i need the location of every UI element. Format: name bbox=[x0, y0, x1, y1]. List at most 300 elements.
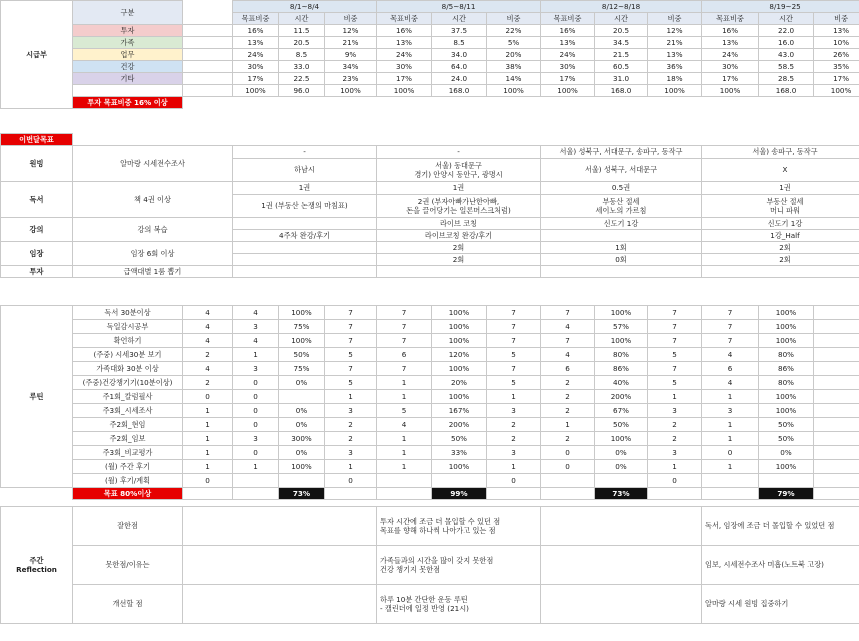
reflection-week2[interactable]: 하루 10분 간단한 운동 루틴 - 캘린더에 일정 반영 (21시) bbox=[377, 585, 541, 624]
routine-value[interactable] bbox=[279, 474, 325, 488]
routine-name[interactable]: 주2회_현임 bbox=[73, 418, 183, 432]
goal-plan-cell[interactable] bbox=[702, 266, 859, 278]
routine-value[interactable]: 0% bbox=[279, 404, 325, 418]
routine-value[interactable]: 0% bbox=[595, 446, 648, 460]
routine-value[interactable]: 7 bbox=[702, 334, 759, 348]
routine-value[interactable]: 3 bbox=[233, 362, 279, 376]
routine-value[interactable]: 57% bbox=[595, 320, 648, 334]
value-cell[interactable]: 21% bbox=[325, 37, 377, 49]
goal-category[interactable]: 독서 bbox=[1, 182, 73, 218]
cell[interactable] bbox=[814, 306, 859, 320]
routine-value[interactable] bbox=[595, 474, 648, 488]
routine-value[interactable]: 0 bbox=[325, 474, 377, 488]
cell[interactable] bbox=[702, 488, 759, 500]
routine-value[interactable]: 1 bbox=[183, 446, 233, 460]
cell[interactable] bbox=[648, 278, 702, 285]
routine-value[interactable]: 33% bbox=[432, 446, 487, 460]
value-cell[interactable]: 8.5 bbox=[279, 49, 325, 61]
cell[interactable] bbox=[432, 109, 487, 121]
routine-value[interactable] bbox=[377, 474, 432, 488]
cell[interactable] bbox=[487, 278, 541, 285]
routine-value[interactable]: 1 bbox=[377, 390, 432, 404]
goal-result-cell[interactable]: 4주차 완강/후기 bbox=[233, 230, 377, 242]
routine-value[interactable]: 6 bbox=[377, 348, 432, 362]
goal-category[interactable]: 투자 bbox=[1, 266, 73, 278]
routine-name[interactable]: 독서 30분이상 bbox=[73, 306, 183, 320]
value-cell[interactable]: 13% bbox=[377, 37, 432, 49]
reflection-week4[interactable]: 알마랑 시세 원빙 집중하기 bbox=[702, 585, 859, 624]
cell[interactable] bbox=[279, 97, 325, 109]
cell[interactable] bbox=[702, 278, 759, 285]
cell[interactable] bbox=[702, 109, 759, 121]
value-cell[interactable]: 37.5 bbox=[432, 25, 487, 37]
value-cell[interactable]: 5% bbox=[487, 37, 541, 49]
value-cell[interactable]: 100% bbox=[541, 85, 595, 97]
routine-value[interactable]: 0 bbox=[233, 418, 279, 432]
value-cell[interactable]: 100% bbox=[702, 85, 759, 97]
routine-value[interactable]: 100% bbox=[595, 334, 648, 348]
routine-value[interactable]: 7 bbox=[487, 362, 541, 376]
cell[interactable] bbox=[814, 488, 859, 500]
cell[interactable] bbox=[325, 278, 377, 285]
routine-value[interactable]: 3 bbox=[325, 446, 377, 460]
routine-value[interactable]: 4 bbox=[702, 376, 759, 390]
cell[interactable] bbox=[595, 109, 648, 121]
routine-value[interactable]: 2 bbox=[487, 418, 541, 432]
routine-value[interactable]: 7 bbox=[541, 306, 595, 320]
routine-value[interactable]: 5 bbox=[325, 348, 377, 362]
routine-value[interactable]: 100% bbox=[759, 320, 814, 334]
goal-plan-cell[interactable] bbox=[233, 218, 377, 230]
routine-value[interactable]: 1 bbox=[233, 348, 279, 362]
routine-name[interactable]: 가족대화 30분 이상 bbox=[73, 362, 183, 376]
cell[interactable] bbox=[73, 109, 183, 121]
goal-plan-cell[interactable]: 서울) 성북구, 서대문구, 송파구, 동작구 bbox=[541, 146, 702, 159]
column-header[interactable]: 목표비중 bbox=[377, 13, 432, 25]
cell[interactable] bbox=[183, 109, 233, 121]
routine-name[interactable]: (주중) 시세30분 보기 bbox=[73, 348, 183, 362]
cell[interactable] bbox=[183, 25, 233, 37]
routine-value[interactable]: 100% bbox=[279, 306, 325, 320]
cell[interactable] bbox=[541, 109, 595, 121]
routine-value[interactable] bbox=[432, 474, 487, 488]
cell[interactable] bbox=[814, 418, 859, 432]
category-name[interactable]: 투자 bbox=[73, 25, 183, 37]
section-label[interactable]: 시급부 bbox=[1, 1, 73, 109]
routine-value[interactable]: 100% bbox=[432, 390, 487, 404]
routine-value[interactable]: 1 bbox=[648, 460, 702, 474]
value-cell[interactable]: 100% bbox=[648, 85, 702, 97]
value-cell[interactable]: 9% bbox=[325, 49, 377, 61]
goal-text[interactable]: 책 4권 이상 bbox=[73, 182, 233, 218]
value-cell[interactable]: 23% bbox=[325, 73, 377, 85]
value-cell[interactable]: 60.5 bbox=[595, 61, 648, 73]
cell[interactable] bbox=[814, 278, 859, 285]
value-cell[interactable]: 17% bbox=[702, 73, 759, 85]
routine-value[interactable]: 0 bbox=[183, 474, 233, 488]
routine-value[interactable]: 100% bbox=[759, 390, 814, 404]
value-cell[interactable]: 16% bbox=[702, 25, 759, 37]
cell[interactable] bbox=[814, 404, 859, 418]
value-cell[interactable]: 100% bbox=[377, 85, 432, 97]
routine-value[interactable]: 1 bbox=[325, 460, 377, 474]
routine-value[interactable]: 80% bbox=[595, 348, 648, 362]
category-name[interactable]: 건강 bbox=[73, 61, 183, 73]
reflection-item[interactable]: 못한점/이유는 bbox=[73, 546, 183, 585]
goal-plan-cell[interactable] bbox=[541, 266, 702, 278]
value-cell[interactable]: 22.0 bbox=[759, 25, 814, 37]
value-cell[interactable]: 168.0 bbox=[432, 85, 487, 97]
routine-name[interactable]: (주중)건강챙기기(10분이상) bbox=[73, 376, 183, 390]
cell[interactable] bbox=[541, 97, 595, 109]
cell[interactable] bbox=[541, 546, 702, 585]
cell[interactable] bbox=[183, 278, 233, 285]
goal-plan-cell[interactable]: 서울) 송파구, 동작구 bbox=[702, 146, 859, 159]
value-cell[interactable]: 34.0 bbox=[432, 49, 487, 61]
value-cell[interactable]: 168.0 bbox=[595, 85, 648, 97]
cell[interactable] bbox=[814, 432, 859, 446]
routine-value[interactable]: 2 bbox=[541, 432, 595, 446]
cell[interactable] bbox=[279, 109, 325, 121]
value-cell[interactable]: 17% bbox=[814, 73, 859, 85]
goal-plan-cell[interactable]: 신도기 1강 bbox=[702, 218, 859, 230]
routine-value[interactable]: 4 bbox=[233, 334, 279, 348]
routine-value[interactable]: 3 bbox=[648, 404, 702, 418]
routine-value[interactable]: 7 bbox=[325, 320, 377, 334]
cell[interactable] bbox=[487, 97, 541, 109]
cell[interactable] bbox=[183, 13, 233, 25]
routine-value[interactable]: 100% bbox=[279, 334, 325, 348]
routine-value[interactable]: 7 bbox=[648, 362, 702, 376]
cell[interactable] bbox=[377, 488, 432, 500]
goal-result-cell[interactable]: 서울) 성북구, 서대문구 bbox=[541, 159, 702, 182]
value-cell[interactable]: 8.5 bbox=[432, 37, 487, 49]
goals-header[interactable]: 이번달목표 bbox=[1, 134, 73, 146]
routine-value[interactable]: 7 bbox=[702, 320, 759, 334]
cell[interactable] bbox=[759, 109, 814, 121]
routine-value[interactable]: 7 bbox=[487, 320, 541, 334]
column-header[interactable]: 목표비중 bbox=[702, 13, 759, 25]
cell[interactable] bbox=[233, 97, 279, 109]
cell[interactable] bbox=[814, 320, 859, 334]
column-header[interactable]: 목표비중 bbox=[233, 13, 279, 25]
value-cell[interactable]: 16% bbox=[233, 25, 279, 37]
cell[interactable] bbox=[814, 376, 859, 390]
value-cell[interactable]: 20% bbox=[487, 49, 541, 61]
goal-result-cell[interactable]: 2회 bbox=[377, 254, 541, 266]
value-cell[interactable]: 24.0 bbox=[432, 73, 487, 85]
week-header[interactable]: 8/19~25 bbox=[702, 1, 859, 13]
column-header[interactable]: 목표비중 bbox=[541, 13, 595, 25]
routine-value[interactable]: 0% bbox=[595, 460, 648, 474]
value-cell[interactable]: 30% bbox=[702, 61, 759, 73]
routine-value[interactable] bbox=[279, 390, 325, 404]
value-cell[interactable]: 34% bbox=[325, 61, 377, 73]
goal-category[interactable]: 강의 bbox=[1, 218, 73, 242]
routine-value[interactable]: 1 bbox=[541, 418, 595, 432]
cell[interactable] bbox=[541, 278, 595, 285]
value-cell[interactable]: 100% bbox=[325, 85, 377, 97]
routine-name[interactable]: 주3회_시세조사 bbox=[73, 404, 183, 418]
value-cell[interactable]: 34.5 bbox=[595, 37, 648, 49]
cell[interactable] bbox=[183, 49, 233, 61]
goal-result-cell[interactable]: 2권 (부자아빠가난한아빠, 돈을 끌어당기는 일론머스크처럼) bbox=[377, 195, 541, 218]
routine-value[interactable]: 67% bbox=[595, 404, 648, 418]
routine-value[interactable]: 4 bbox=[183, 334, 233, 348]
routine-value[interactable]: 3 bbox=[648, 446, 702, 460]
cell[interactable] bbox=[183, 585, 377, 624]
routine-value[interactable]: 7 bbox=[325, 334, 377, 348]
routine-total[interactable]: 73% bbox=[279, 488, 325, 500]
cell[interactable] bbox=[377, 278, 432, 285]
routine-value[interactable]: 100% bbox=[759, 334, 814, 348]
value-cell[interactable]: 10% bbox=[814, 37, 859, 49]
cell[interactable] bbox=[814, 390, 859, 404]
column-header[interactable]: 비중 bbox=[814, 13, 859, 25]
goal-plan-cell[interactable] bbox=[233, 242, 377, 254]
cell[interactable] bbox=[183, 73, 233, 85]
reflection-week2[interactable]: 투자 시간에 조금 더 몰입할 수 있던 점 목표를 향해 하나씩 나아가고 있는 점 bbox=[377, 507, 541, 546]
routine-value[interactable]: 4 bbox=[541, 348, 595, 362]
cell[interactable] bbox=[814, 348, 859, 362]
goal-result-cell[interactable]: X bbox=[702, 159, 859, 182]
routine-value[interactable]: 5 bbox=[377, 404, 432, 418]
goal-plan-cell[interactable]: 1회 bbox=[541, 242, 702, 254]
routine-value[interactable]: 1 bbox=[702, 390, 759, 404]
routine-value[interactable]: 7 bbox=[325, 362, 377, 376]
column-header[interactable]: 비중 bbox=[325, 13, 377, 25]
value-cell[interactable]: 17% bbox=[541, 73, 595, 85]
category-name[interactable]: 기타 bbox=[73, 73, 183, 85]
value-cell[interactable]: 12% bbox=[648, 25, 702, 37]
value-cell[interactable]: 13% bbox=[814, 25, 859, 37]
column-header[interactable]: 시간 bbox=[279, 13, 325, 25]
column-header[interactable]: 비중 bbox=[487, 13, 541, 25]
value-cell[interactable]: 21% bbox=[648, 37, 702, 49]
value-cell[interactable]: 16% bbox=[377, 25, 432, 37]
value-cell[interactable]: 16.0 bbox=[759, 37, 814, 49]
reflection-label[interactable]: 주간 Reflection bbox=[1, 507, 73, 624]
value-cell[interactable]: 17% bbox=[377, 73, 432, 85]
routine-value[interactable]: 7 bbox=[702, 306, 759, 320]
goal-plan-cell[interactable]: 1권 bbox=[702, 182, 859, 195]
cell[interactable] bbox=[814, 446, 859, 460]
cell[interactable] bbox=[1, 278, 73, 285]
value-cell[interactable]: 43.0 bbox=[759, 49, 814, 61]
cell[interactable] bbox=[759, 97, 814, 109]
routine-value[interactable]: 100% bbox=[595, 306, 648, 320]
routine-value[interactable]: 200% bbox=[595, 390, 648, 404]
cell[interactable] bbox=[595, 97, 648, 109]
routine-value[interactable]: 1 bbox=[377, 432, 432, 446]
routine-value[interactable]: 2 bbox=[325, 418, 377, 432]
routine-value[interactable]: 7 bbox=[648, 320, 702, 334]
routine-value[interactable]: 200% bbox=[432, 418, 487, 432]
cell[interactable] bbox=[432, 278, 487, 285]
cell[interactable] bbox=[814, 362, 859, 376]
cell[interactable] bbox=[233, 488, 279, 500]
value-cell[interactable]: 30% bbox=[233, 61, 279, 73]
routine-value[interactable]: 0 bbox=[648, 474, 702, 488]
week-header[interactable]: 8/12~8/18 bbox=[541, 1, 702, 13]
routine-value[interactable] bbox=[702, 474, 759, 488]
routine-value[interactable]: 0% bbox=[279, 418, 325, 432]
reflection-week4[interactable]: 임보, 시세전수조사 미흡(노트북 고장) bbox=[702, 546, 859, 585]
value-cell[interactable]: 100% bbox=[487, 85, 541, 97]
value-cell[interactable]: 30% bbox=[377, 61, 432, 73]
value-cell[interactable]: 13% bbox=[233, 37, 279, 49]
routine-value[interactable]: 1 bbox=[487, 390, 541, 404]
routine-value[interactable]: 20% bbox=[432, 376, 487, 390]
routine-value[interactable]: 7 bbox=[377, 362, 432, 376]
category-name[interactable]: 가족 bbox=[73, 37, 183, 49]
goal-result-cell[interactable]: 부동산 절세 세이노의 가르침 bbox=[541, 195, 702, 218]
goal-result-cell[interactable]: 2회 bbox=[702, 254, 859, 266]
routine-value[interactable]: 86% bbox=[595, 362, 648, 376]
routine-value[interactable]: 50% bbox=[432, 432, 487, 446]
value-cell[interactable]: 35% bbox=[814, 61, 859, 73]
routine-value[interactable]: 5 bbox=[487, 348, 541, 362]
cell[interactable] bbox=[325, 488, 377, 500]
routine-total[interactable]: 99% bbox=[432, 488, 487, 500]
value-cell[interactable]: 16% bbox=[541, 25, 595, 37]
routine-name[interactable]: 확언하기 bbox=[73, 334, 183, 348]
value-cell[interactable]: 30% bbox=[541, 61, 595, 73]
category-name[interactable] bbox=[73, 85, 183, 97]
routine-value[interactable]: 0 bbox=[541, 460, 595, 474]
goal-result-cell[interactable]: 0회 bbox=[541, 254, 702, 266]
routine-value[interactable]: 50% bbox=[759, 418, 814, 432]
goal-plan-cell[interactable]: 0.5권 bbox=[541, 182, 702, 195]
value-cell[interactable]: 24% bbox=[377, 49, 432, 61]
routine-value[interactable]: 50% bbox=[595, 418, 648, 432]
week-header[interactable]: 8/5~8/11 bbox=[377, 1, 541, 13]
routine-value[interactable]: 1 bbox=[702, 418, 759, 432]
goal-plan-cell[interactable] bbox=[377, 266, 541, 278]
cell[interactable] bbox=[487, 488, 541, 500]
goal-category[interactable]: 원빙 bbox=[1, 146, 73, 182]
goal-plan-cell[interactable]: 1권 bbox=[377, 182, 541, 195]
value-cell[interactable]: 13% bbox=[648, 49, 702, 61]
goal-result-cell[interactable]: 서울) 동대문구 경기) 안양시 동안구, 광명시 bbox=[377, 159, 541, 182]
cell[interactable] bbox=[325, 97, 377, 109]
routine-value[interactable]: 80% bbox=[759, 348, 814, 362]
cell[interactable] bbox=[541, 585, 702, 624]
week-header[interactable]: 8/1~8/4 bbox=[233, 1, 377, 13]
goal-plan-cell[interactable]: 2회 bbox=[377, 242, 541, 254]
routine-value[interactable]: 2 bbox=[487, 432, 541, 446]
routine-value[interactable]: 0 bbox=[233, 446, 279, 460]
routine-value[interactable] bbox=[541, 474, 595, 488]
goal-text[interactable]: 알마랑 시세전수조사 bbox=[73, 146, 233, 182]
routine-value[interactable]: 4 bbox=[233, 306, 279, 320]
routine-value[interactable]: 5 bbox=[648, 376, 702, 390]
routine-value[interactable]: 7 bbox=[648, 306, 702, 320]
column-header[interactable]: 시간 bbox=[759, 13, 814, 25]
cell[interactable] bbox=[183, 97, 233, 109]
value-cell[interactable]: 96.0 bbox=[279, 85, 325, 97]
cell[interactable] bbox=[183, 1, 233, 13]
routine-value[interactable]: 100% bbox=[432, 334, 487, 348]
goal-category[interactable]: 임장 bbox=[1, 242, 73, 266]
goal-result-cell[interactable]: 1강_Half bbox=[702, 230, 859, 242]
goal-result-cell[interactable] bbox=[233, 254, 377, 266]
goal-plan-cell[interactable]: 1권 bbox=[233, 182, 377, 195]
cell[interactable] bbox=[377, 97, 432, 109]
value-cell[interactable]: 14% bbox=[487, 73, 541, 85]
cell[interactable] bbox=[1, 488, 73, 500]
routine-value[interactable]: 0 bbox=[233, 376, 279, 390]
goal-result-cell[interactable] bbox=[541, 230, 702, 242]
routine-value[interactable]: 0 bbox=[183, 390, 233, 404]
routine-total[interactable]: 79% bbox=[759, 488, 814, 500]
routine-value[interactable]: 1 bbox=[233, 460, 279, 474]
cell[interactable] bbox=[183, 507, 377, 546]
routine-value[interactable]: 7 bbox=[377, 334, 432, 348]
goal-plan-cell[interactable] bbox=[233, 266, 377, 278]
routine-name[interactable]: 주2회_임보 bbox=[73, 432, 183, 446]
reflection-item[interactable]: 개선할 점 bbox=[73, 585, 183, 624]
routine-value[interactable]: 100% bbox=[595, 432, 648, 446]
routine-value[interactable]: 300% bbox=[279, 432, 325, 446]
value-cell[interactable]: 26% bbox=[814, 49, 859, 61]
cell[interactable] bbox=[183, 488, 233, 500]
value-cell[interactable]: 13% bbox=[541, 37, 595, 49]
goal-result-cell[interactable]: 부동산 절세 머니 파워 bbox=[702, 195, 859, 218]
goal-plan-cell[interactable]: 신도기 1강 bbox=[541, 218, 702, 230]
value-cell[interactable]: 168.0 bbox=[759, 85, 814, 97]
cell[interactable] bbox=[183, 546, 377, 585]
routine-value[interactable] bbox=[759, 474, 814, 488]
goal-result-cell[interactable]: 1권 (부동산 논쟁의 마침표) bbox=[233, 195, 377, 218]
category-name[interactable]: 업무 bbox=[73, 49, 183, 61]
column-header[interactable]: 시간 bbox=[432, 13, 487, 25]
value-cell[interactable]: 24% bbox=[702, 49, 759, 61]
goal-result-cell[interactable]: 라이브코칭 완강/후기 bbox=[377, 230, 541, 242]
routine-value[interactable]: 1 bbox=[183, 404, 233, 418]
cell[interactable] bbox=[233, 109, 279, 121]
routine-value[interactable]: 7 bbox=[377, 306, 432, 320]
routine-value[interactable]: 2 bbox=[541, 376, 595, 390]
routine-value[interactable]: 50% bbox=[279, 348, 325, 362]
routine-value[interactable]: 5 bbox=[487, 376, 541, 390]
value-cell[interactable]: 18% bbox=[648, 73, 702, 85]
cell[interactable] bbox=[541, 488, 595, 500]
routine-value[interactable]: 120% bbox=[432, 348, 487, 362]
routine-value[interactable]: 2 bbox=[541, 404, 595, 418]
routine-value[interactable]: 2 bbox=[541, 390, 595, 404]
routine-value[interactable]: 75% bbox=[279, 362, 325, 376]
cell[interactable] bbox=[648, 109, 702, 121]
value-cell[interactable]: 31.0 bbox=[595, 73, 648, 85]
value-cell[interactable]: 24% bbox=[541, 49, 595, 61]
routine-value[interactable]: 6 bbox=[541, 362, 595, 376]
cell[interactable] bbox=[325, 109, 377, 121]
cell[interactable] bbox=[814, 334, 859, 348]
routine-name[interactable]: (월) 후기/계획 bbox=[73, 474, 183, 488]
routine-value[interactable]: 1 bbox=[648, 390, 702, 404]
routine-value[interactable]: 75% bbox=[279, 320, 325, 334]
reflection-week4[interactable]: 독서, 임장에 조금 더 몰입할 수 있었던 점 bbox=[702, 507, 859, 546]
routine-value[interactable]: 4 bbox=[183, 306, 233, 320]
value-cell[interactable]: 12% bbox=[325, 25, 377, 37]
routine-value[interactable]: 100% bbox=[432, 362, 487, 376]
category-header[interactable]: 구분 bbox=[73, 1, 183, 25]
value-cell[interactable]: 100% bbox=[233, 85, 279, 97]
routine-total[interactable]: 73% bbox=[595, 488, 648, 500]
routine-value[interactable]: 1 bbox=[702, 460, 759, 474]
routine-value[interactable]: 6 bbox=[702, 362, 759, 376]
